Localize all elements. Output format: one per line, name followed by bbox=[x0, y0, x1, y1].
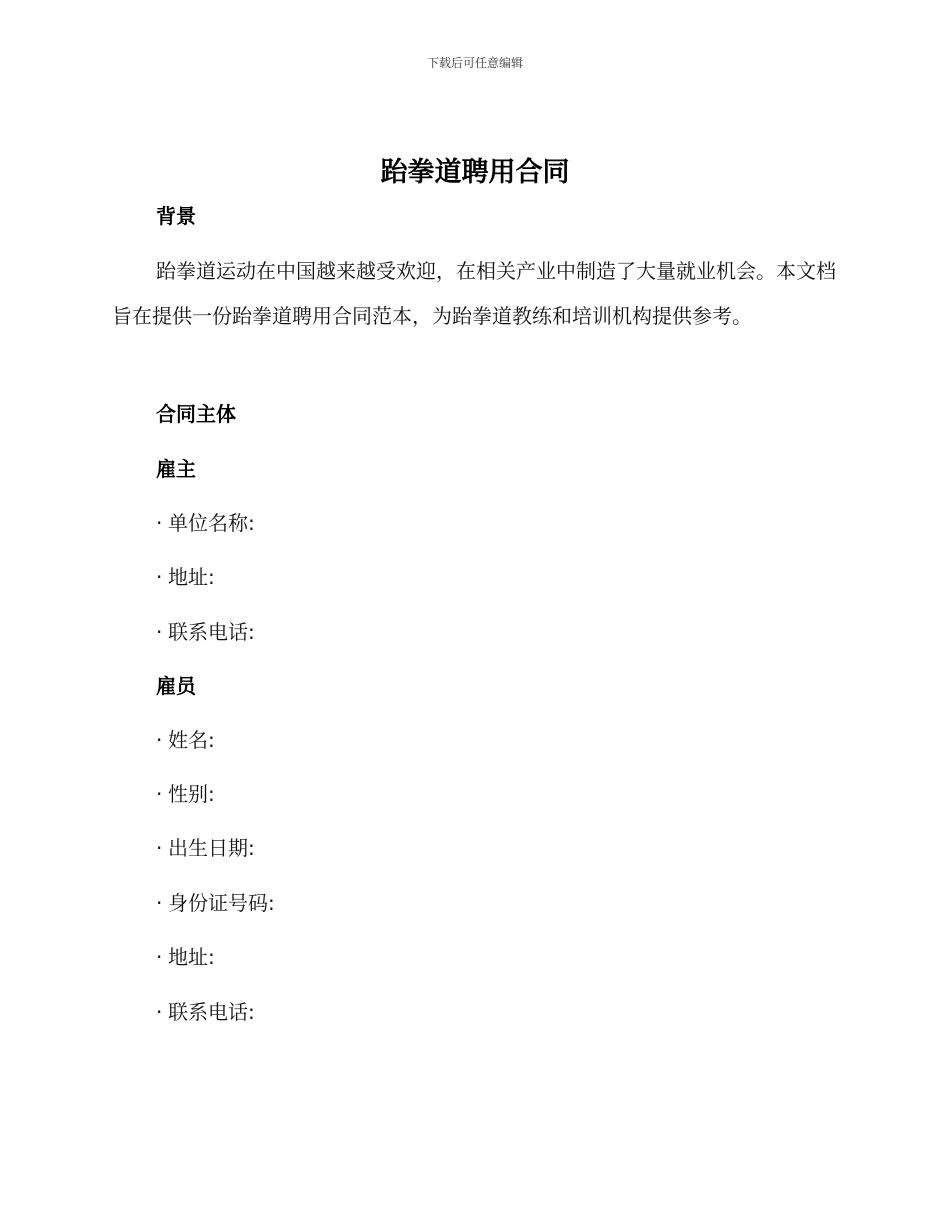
employee-field-address bbox=[156, 941, 215, 970]
field-label: 联系电话: bbox=[168, 620, 255, 644]
field-label: 出生日期: bbox=[168, 836, 255, 860]
bullet-icon: · bbox=[156, 782, 163, 806]
field-label: 单位名称: bbox=[168, 511, 255, 535]
background-paragraph: 跆拳道运动在中国越来越受欢迎，在相关产业中制造了大量就业机会。本文档旨在提供一份跆拳道聘用合同范本，为跆拳道教练和培训机构提供参考。 bbox=[112, 259, 836, 328]
employee-field-birthdate bbox=[156, 832, 255, 861]
employee-field-gender bbox=[156, 778, 215, 807]
field-label: 联系电话: bbox=[168, 1000, 255, 1024]
bullet-icon: · bbox=[156, 945, 163, 969]
employee-field-phone bbox=[156, 996, 255, 1025]
bullet-icon: · bbox=[156, 891, 163, 915]
document-title: 跆拳道聘用合同 bbox=[380, 157, 570, 188]
bullet-icon: · bbox=[156, 836, 163, 860]
employee-field-name bbox=[156, 724, 215, 753]
field-label: 身份证号码: bbox=[168, 891, 275, 915]
bullet-icon: · bbox=[156, 565, 163, 589]
parties-heading: 合同主体 bbox=[156, 402, 236, 426]
employee-heading: 雇员 bbox=[156, 674, 196, 698]
field-label: 地址: bbox=[168, 565, 215, 589]
employer-field-address bbox=[156, 561, 215, 590]
bullet-icon: · bbox=[156, 511, 163, 535]
bullet-icon: · bbox=[156, 620, 163, 644]
employer-heading: 雇主 bbox=[156, 457, 196, 481]
field-label: 姓名: bbox=[168, 728, 215, 752]
bullet-icon: · bbox=[156, 1000, 163, 1024]
employer-field-phone bbox=[156, 616, 255, 645]
background-heading: 背景 bbox=[156, 204, 196, 228]
bullet-icon: · bbox=[156, 728, 163, 752]
field-label: 性别: bbox=[168, 782, 215, 806]
header-note: 下载后可任意编辑 bbox=[426, 56, 523, 70]
field-label: 地址: bbox=[168, 945, 215, 969]
employer-field-company-name bbox=[156, 507, 255, 536]
employee-field-id-number bbox=[156, 887, 275, 916]
